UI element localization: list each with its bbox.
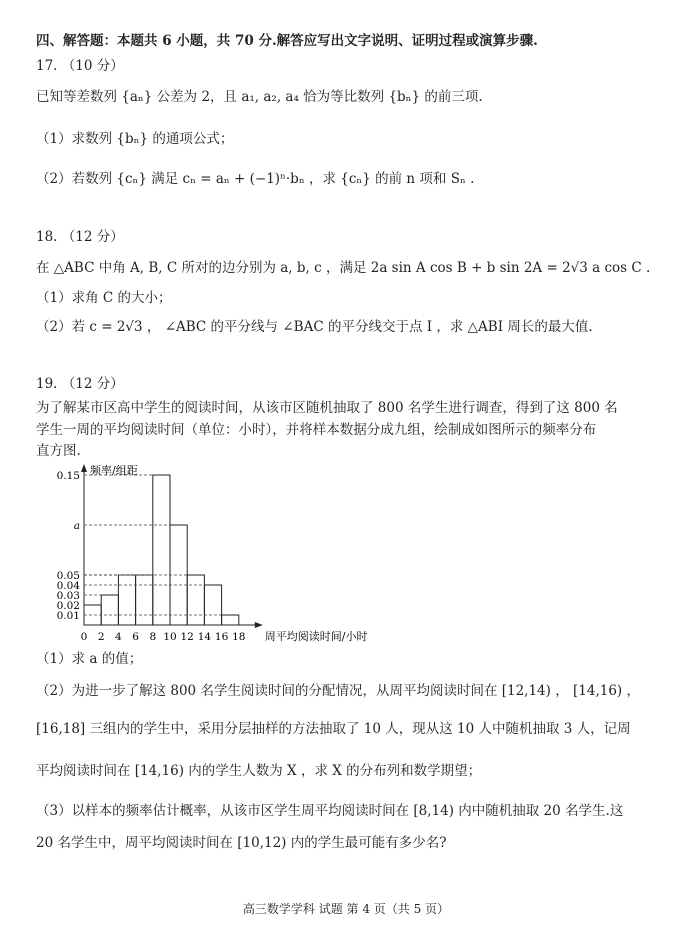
q17-stem: 已知等差数列 {aₙ} 公差为 2，且 a₁, a₂, a₄ 恰为等比数列 {bₙ} 的前三项. xyxy=(36,89,483,105)
q17-part2: （2）若数列 {cₙ} 满足 cₙ = aₙ + (−1)ⁿ·bₙ ，求 {cₙ} 的前 n 项和 Sₙ . xyxy=(36,171,475,187)
histogram-bar xyxy=(136,575,153,625)
x-axis-label: 周平均阅读时间/小时 xyxy=(264,630,368,643)
q18-part2: （2）若 c = 2√3 ， ∠ABC 的平分线与 ∠BAC 的平分线交于点 I ，求 △ABI 周长的最大值. xyxy=(36,319,593,335)
x-tick-label: 0 xyxy=(80,631,88,643)
histogram-bar xyxy=(187,575,204,625)
q19-title: 19. （12 分） xyxy=(36,376,124,392)
x-tick-label: 8 xyxy=(149,631,157,643)
q19-stem-line2: 学生一周的平均阅读时间（单位：小时），并将样本数据分成九组，绘制成如图所示的频率分布 xyxy=(36,422,597,438)
x-tick-label: 6 xyxy=(132,631,139,643)
q19-part3-line2: 20 名学生中，周平均阅读时间在 [10,12) 内的学生最可能有多少名? xyxy=(36,835,447,851)
y-tick-label: 0.03 xyxy=(56,590,80,602)
y-axis-arrow xyxy=(81,464,87,472)
q19-stem-line3: 直方图. xyxy=(36,443,81,459)
x-tick-label: 18 xyxy=(232,631,246,643)
y-tick-label: 0.02 xyxy=(56,600,80,612)
y-tick-label: a xyxy=(73,520,80,532)
x-tick-label: 10 xyxy=(163,631,177,643)
q18-title: 18. （12 分） xyxy=(36,229,124,245)
q19-part2-line2: [16,18] 三组内的学生中，采用分层抽样的方法抽取了 10 人，现从这 10 人中随机抽取 3 人，记周 xyxy=(36,721,631,737)
histogram-bar xyxy=(222,615,239,625)
x-axis-arrow xyxy=(255,622,263,628)
histogram-bar xyxy=(204,585,221,625)
y-tick-label: 0.05 xyxy=(56,570,80,582)
q19-part2-line1: （2）为进一步了解这 800 名学生阅读时间的分配情况，从周平均阅读时间在 [12,14) ， [14,16) ， xyxy=(36,683,640,699)
q19-part2-line3: 平均阅读时间在 [14,16) 内的学生人数为 X ，求 X 的分布列和数学期望； xyxy=(36,763,482,779)
q18-stem: 在 △ABC 中角 A, B, C 所对的边分别为 a, b, c ，满足 2a sin A cos B + b sin 2A = 2√3 a cos C . xyxy=(36,260,651,276)
q19-stem-line1: 为了解某市区高中学生的阅读时间，从该市区随机抽取了 800 名学生进行调查，得到了这 800 名 xyxy=(36,400,618,416)
section-header: 四、解答题：本题共 6 小题，共 70 分.解答应写出文字说明、证明过程或演算步骤. xyxy=(36,33,538,49)
frequency-histogram xyxy=(36,460,416,650)
q17-part1: （1）求数列 {bₙ} 的通项公式； xyxy=(36,131,234,147)
x-tick-label: 14 xyxy=(197,631,212,643)
page-footer: 高三数学学科 试题 第 4 页（共 5 页） xyxy=(242,902,450,916)
y-tick-label: 0.01 xyxy=(56,610,80,622)
histogram-bar xyxy=(153,475,170,625)
histogram-bar xyxy=(118,575,135,625)
histogram-bar xyxy=(101,595,118,625)
y-tick-label: 0.15 xyxy=(56,470,80,482)
x-tick-label: 12 xyxy=(180,631,194,643)
x-tick-label: 16 xyxy=(214,631,229,643)
q19-part3-line1: （3）以样本的频率估计概率，从该市区学生周平均阅读时间在 [8,14) 内中随机抽取 20 名学生.这 xyxy=(36,803,624,819)
x-tick-label: 2 xyxy=(97,631,105,643)
q19-part1: （1）求 a 的值； xyxy=(36,651,143,667)
q17-title: 17. （10 分） xyxy=(36,58,124,74)
x-tick-label: 4 xyxy=(115,631,122,643)
y-tick-label: 0.04 xyxy=(56,580,80,592)
q18-part1: （1）求角 C 的大小； xyxy=(36,290,172,306)
y-axis-label: 频率/组距 xyxy=(90,464,138,477)
